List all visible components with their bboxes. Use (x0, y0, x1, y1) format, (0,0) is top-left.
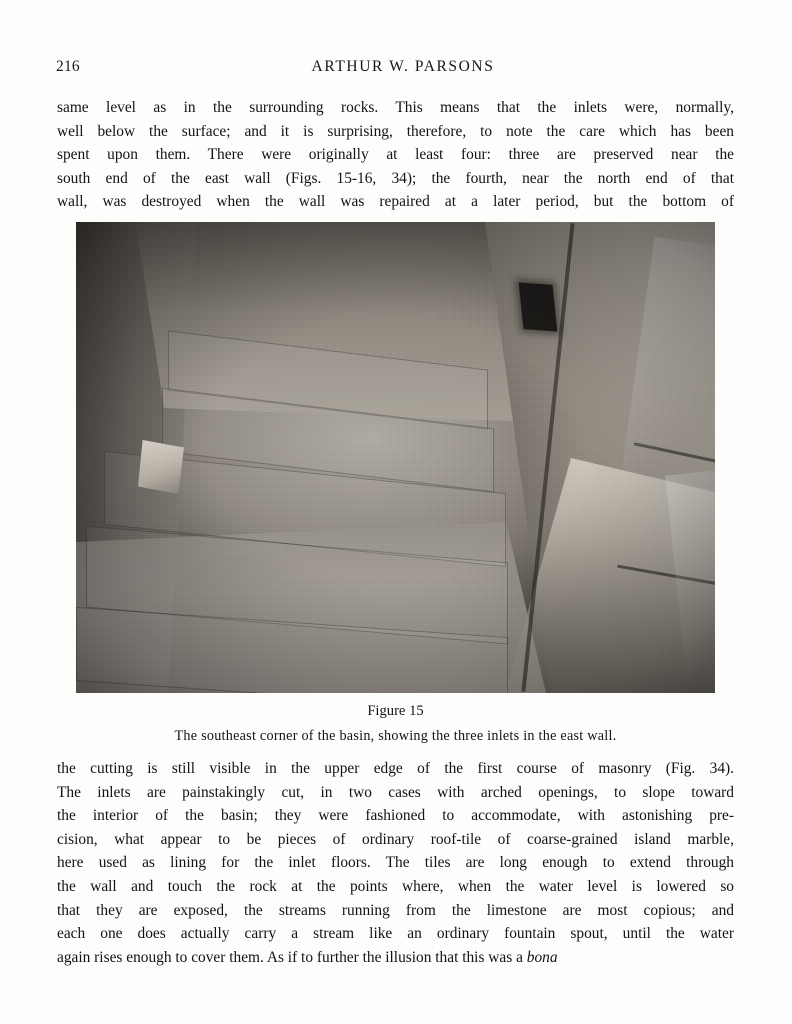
text-line: the interior of the basin; they were fashioned to accommodate, with astonishing pre- (57, 807, 734, 825)
body-paragraph-top (57, 96, 734, 214)
body-paragraph-bottom (57, 757, 734, 969)
text-line: the wall and touch the rock at the points where, when the water level is lowered so (57, 877, 734, 895)
text-line-last-roman: again rises enough to cover them. As if to further the illusion that this was a (57, 948, 527, 966)
text-line: wall, was destroyed when the wall was repaired at a later period, but the bottom of (57, 193, 734, 211)
text-line: The inlets are painstakingly cut, in two cases with arched openings, to slope toward (57, 783, 734, 801)
text-line: each one does actually carry a stream like an ordinary fountain spout, until the water (57, 925, 734, 943)
figure-caption: The southeast corner of the basin, showing the three inlets in the east wall. (174, 728, 617, 744)
figure-photograph (76, 222, 715, 693)
text-line: the cutting is still visible in the upper edge of the first course of masonry (Fig. 34). (57, 760, 734, 777)
text-line: spent upon them. There were originally at least four: three are preserved near the (57, 146, 734, 164)
text-line-last-italic: bona (526, 948, 558, 966)
text-line: south end of the east wall (Figs. 15-16, 34); the fourth, near the north end of that (57, 169, 734, 187)
figure-number: Figure 15 (367, 703, 424, 719)
text-line: cision, what appear to be pieces of ordinary roof-tile of coarse-grained island marble, (57, 830, 734, 848)
text-line: here used as lining for the inlet floors. The tiles are long enough to extend through (57, 854, 734, 872)
paragraph-bottom-text (57, 757, 734, 969)
running-head (56, 58, 736, 80)
text-line-last (57, 946, 734, 970)
photo-vignette (76, 222, 715, 693)
paragraph-top-text (57, 96, 734, 214)
text-line: well below the surface; and it is surprising, therefore, to note the care which has been (57, 122, 734, 140)
text-line: that they are exposed, the streams running from the limestone are most copious; and (57, 901, 734, 919)
page-number: 216 (56, 58, 80, 75)
text-line: same level as in the surrounding rocks. This means that the inlets were, normally, (57, 99, 734, 116)
running-head-title: ARTHUR W. PARSONS (311, 58, 495, 75)
figure-15 (76, 222, 715, 745)
